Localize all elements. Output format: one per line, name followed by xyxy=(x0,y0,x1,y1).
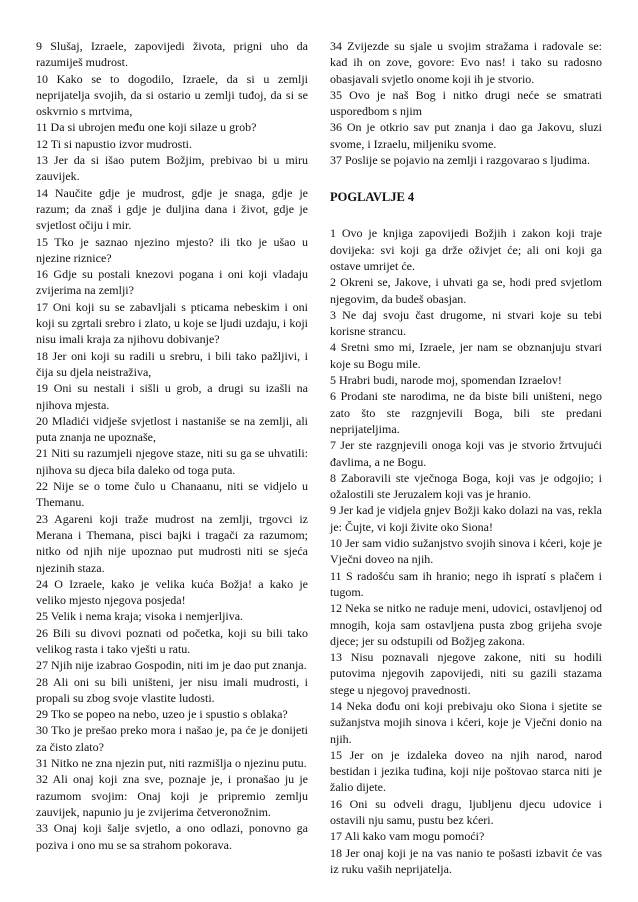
verse: 10 Jer sam vidio sužanjstvo svojih sinova i kćeri, koje je Vječni doveo na njih. xyxy=(330,536,602,567)
verse: 6 Prodani ste narodima, ne da biste bili uništeni, nego zato što ste razgnjevili Boga, bili ste predani neprijateljima. xyxy=(330,389,602,436)
verse: 16 Gdje su postali knezovi pogana i oni koji vladaju zvijerima na zemlji? xyxy=(36,267,308,298)
verse: 27 Njih nije izabrao Gospodin, niti im je dao put znanja. xyxy=(36,658,307,673)
verse: 19 Oni su nestali i sišli u grob, a drugi su izašli na njihova mjesta. xyxy=(36,381,308,412)
verse: 18 Jer onaj koji je na vas nanio te pošasti izbavit će vas iz ruku vaših neprijatelja. xyxy=(330,845,602,876)
verse: 32 Ali onaj koji zna sve, poznaje je, i pronašao ju je razumom svojim: Onaj koji je pripremio zemlju zauvijek, napunio ju je zvijerima četveronožnim. xyxy=(36,772,308,819)
verse: 15 Jer on je izdaleka doveo na njih narod, narod bestidan i jezika tuđina, koji nije poštovao starca niti je žalio dijete. xyxy=(330,747,602,795)
verse: 9 Slušaj, Izraele, zapovijedi života, prigni uho da razumiješ mudrost. xyxy=(36,39,308,70)
verse: 23 Agareni koji traže mudrost na zemlji, trgovci iz Merana i Themana, pisci bajki i tragači za razumom; nitko od njih nije upoznao put mudrosti niti se sjeća njezinih staza. xyxy=(36,511,308,575)
verse: 17 Oni koji su se zabavljali s pticama nebeskim i oni koji su zgrtali srebro i zlato, u koje se ljudi uzdaju, i koji nisu imali kraja za njihovu dobivanje? xyxy=(36,299,308,347)
verse: 7 Jer ste razgnjevili onoga koji vas je stvorio žrtvujući đavlima, a ne Bogu. xyxy=(330,438,602,469)
verse: 2 Okreni se, Jakove, i uhvati ga se, hodi pred svjetlom njegovim, da budeš obasjan. xyxy=(330,275,602,306)
verse: 31 Nitko ne zna njezin put, niti razmišlja o njezinu putu. xyxy=(36,756,307,771)
right-column-top xyxy=(330,38,602,168)
verse: 15 Tko je saznao njezino mjesto? ili tko je ušao u njezine riznice? xyxy=(36,234,308,265)
verse: 35 Ovo je naš Bog i nitko drugi neće se smatrati usporedbom s njim xyxy=(330,87,602,119)
verse: 8 Zaboravili ste vječnoga Boga, koji vas je odgojio; i ožalostili ste Jeruzalem koji vas je hranio. xyxy=(330,470,602,502)
verse: 5 Hrabri budi, narode moj, spomendan Izraelov! xyxy=(330,373,562,388)
verse: 14 Neka dođu oni koji prebivaju oko Siona i sjetite se sužanjstva mojih sinova i kćeri, koje je Vječni donio na njih. xyxy=(330,698,602,746)
verse: 18 Jer oni koji su radili u srebru, i bili tako pažljivi, i čija su djela neistraživa, xyxy=(36,348,308,379)
verse: 24 O Izraele, kako je velika kuća Božja! a kako je veliko mjesto njegova posjeda! xyxy=(36,576,308,608)
verse: 37 Poslije se pojavio na zemlji i razgovarao s ljudima. xyxy=(330,153,590,168)
left-column xyxy=(36,38,308,868)
verse: 4 Sretni smo mi, Izraele, jer nam se obznanjuju stvari koje su Bogu mile. xyxy=(330,340,602,371)
verse: 21 Niti su razumjeli njegove staze, niti su ga se uhvatili: njihova su djeca bila daleko od toga puta. xyxy=(36,446,308,477)
verse: 16 Oni su odveli dragu, ljubljenu djecu udovice i ostavili nju samu, pustu bez kćeri. xyxy=(330,796,602,828)
verse: 3 Ne daj svoju čast drugome, ni stvari koje su tebi korisne strancu. xyxy=(330,307,602,339)
verse: 17 Ali kako vam mogu pomoći? xyxy=(330,829,485,844)
verse: 20 Mladići vidješe svjetlost i nastaniše se na zemlji, ali puta znanja ne upoznaše, xyxy=(36,413,308,445)
verse: 12 Neka se nitko ne raduje meni, udovici, ostavljenoj od mnogih, koja sam ostavljena pusta zbog grijeha svoje djece; jer su odstupili od Božjeg zakona. xyxy=(330,601,602,648)
verse: 12 Ti si napustio izvor mudrosti. xyxy=(36,136,193,151)
verse: 13 Nisu poznavali njegove zakone, niti su hodili putovima njegovih zapovijedi, niti su gazili stazama stege u njegovoj pravednosti. xyxy=(330,650,602,697)
verse: 1 Ovo je knjiga zapovijedi Božjih i zakon koji traje dovijeka: svi koji ga drže oživjet će; ali oni koji ga ostave umrijet će. xyxy=(330,226,602,273)
verse: 36 On je otkrio sav put znanja i dao ga Jakovu, sluzi svome, i Izraelu, miljeniku svome. xyxy=(330,120,602,151)
right-column xyxy=(330,38,602,876)
verse: 34 Zvijezde su sjale u svojim stražama i radovale se: kad ih on zove, govore: Evo nas! i tako su radosno obasjavali svjetlo onome koji ih je stvorio. xyxy=(330,39,602,86)
verse: 9 Jer kad je vidjela gnjev Božji kako dolazi na vas, rekla je: Čujte, vi koji živite oko Siona! xyxy=(330,503,602,534)
verse: 11 S radošću sam ih hranio; nego ih ispratí s plačem i tugom. xyxy=(330,568,602,599)
verse: 10 Kako se to dogodilo, Izraele, da si u zemlji neprijatelja svojih, da si ostario u zemlji tuđoj, da si se oskvrnio s mrtvima, xyxy=(36,71,308,119)
verse: 30 Tko je prešao preko mora i našao je, pa će je donijeti za čisto zlato? xyxy=(36,723,308,754)
verse: 11 Da si ubrojen među one koji silaze u grob? xyxy=(36,120,257,135)
chapter-heading: POGLAVLJE 4 xyxy=(330,190,415,205)
verse: 29 Tko se popeo na nebo, uzeo je i spustio s oblaka? xyxy=(36,707,288,722)
verse: 13 Jer da si išao putem Božjim, prebivao bi u miru zauvijek. xyxy=(36,153,308,184)
verse: 33 Onaj koji šalje svjetlo, a ono odlazi, ponovno ga poziva i ono mu se sa strahom pokorava. xyxy=(36,821,308,852)
verse: 22 Nije se o tome čulo u Chanaanu, niti se vidjelo u Themanu. xyxy=(36,479,308,510)
verse: 28 Ali oni su bili uništeni, jer nisu imali mudrosti, i propali su zbog svoje vlastite ludosti. xyxy=(36,674,308,705)
verse: 14 Naučite gdje je mudrost, gdje je snaga, gdje je razum; da znaš i gdje je duljina dana i život, gdje je svjetlost očiju i mir. xyxy=(36,185,308,233)
verse: 26 Bili su divovi poznati od početka, koji su bili tako velikog rasta i tako vješti u ratu. xyxy=(36,625,308,656)
document-page xyxy=(36,38,602,876)
verse: 25 Velik i nema kraja; visoka i nemjerljiva. xyxy=(36,609,244,624)
right-column-bottom xyxy=(330,225,602,877)
